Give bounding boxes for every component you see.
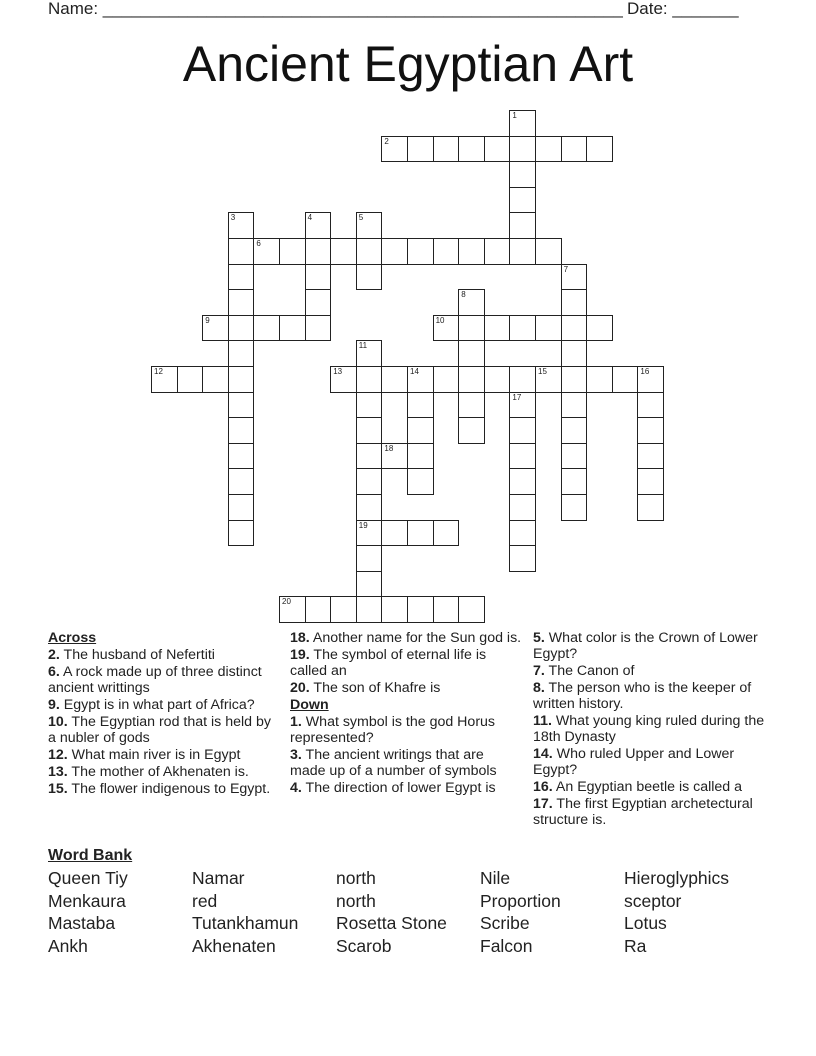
- clue-number: 16.: [533, 779, 553, 795]
- crossword-cell[interactable]: [458, 315, 485, 342]
- crossword-cell[interactable]: [407, 417, 434, 444]
- clue-heading: Down: [290, 697, 329, 713]
- crossword-cell[interactable]: [433, 520, 460, 547]
- crossword-cell[interactable]: [535, 136, 562, 163]
- crossword-cell[interactable]: [535, 366, 562, 393]
- crossword-cell[interactable]: [637, 392, 664, 419]
- word-bank-item: Tutankhamun: [192, 913, 299, 934]
- crossword-cell[interactable]: [279, 315, 306, 342]
- crossword-cell[interactable]: [509, 136, 536, 163]
- crossword-cell[interactable]: [356, 494, 383, 521]
- crossword-cell[interactable]: [228, 468, 255, 495]
- crossword-cell[interactable]: [228, 443, 255, 470]
- crossword-cell[interactable]: [228, 315, 255, 342]
- clue-number: 9: [205, 315, 210, 325]
- clue-text: A rock made up of three distinct ancient writtings: [48, 664, 262, 696]
- crossword-cell[interactable]: [305, 264, 332, 291]
- crossword-cell[interactable]: [561, 289, 588, 316]
- crossword-cell[interactable]: [535, 315, 562, 342]
- clue-heading: Across: [48, 630, 97, 646]
- clue-item: [290, 747, 522, 779]
- word-bank-item: red: [192, 890, 218, 911]
- clue-text: The ancient writings that are made up of a number of symbols: [290, 747, 497, 779]
- clue-item: [290, 647, 522, 679]
- clue-number: 17: [512, 392, 522, 402]
- clue-number: 11: [358, 341, 368, 351]
- clue-text: The direction of lower Egypt is: [301, 780, 496, 796]
- crossword-cell[interactable]: [458, 417, 485, 444]
- crossword-cell[interactable]: [356, 468, 383, 495]
- crossword-cell[interactable]: [637, 366, 664, 393]
- crossword-cell[interactable]: [381, 136, 408, 163]
- crossword-cell[interactable]: [305, 315, 332, 342]
- crossword-cell[interactable]: [407, 596, 434, 623]
- crossword-cell[interactable]: [202, 366, 229, 393]
- crossword-cell[interactable]: [228, 520, 255, 547]
- crossword-cell[interactable]: [509, 468, 536, 495]
- word-bank-heading: Word Bank: [48, 847, 133, 864]
- crossword-cell[interactable]: [407, 468, 434, 495]
- crossword-cell[interactable]: [305, 596, 332, 623]
- crossword-cell[interactable]: [356, 520, 383, 547]
- word-bank-item: Lotus: [624, 913, 667, 934]
- clue-number: 14.: [533, 746, 553, 762]
- clue-number: 12.: [48, 747, 68, 763]
- clue-number: 18: [384, 443, 394, 453]
- clue-number: 8: [461, 290, 466, 300]
- clue-number: 4: [307, 213, 313, 223]
- crossword-cell[interactable]: [637, 494, 664, 521]
- clue-number: 17.: [533, 796, 553, 812]
- crossword-cell[interactable]: [561, 264, 588, 291]
- crossword-cell[interactable]: [458, 340, 485, 367]
- crossword-cell[interactable]: [458, 392, 485, 419]
- clue-text: The person who is the keeper of written history.: [533, 680, 752, 712]
- crossword-cell[interactable]: [509, 545, 536, 572]
- clue-text: The Egyptian rod that is held by a nubler of gods: [48, 714, 271, 746]
- clue-item: [48, 647, 276, 663]
- clue-number: 7: [563, 264, 569, 274]
- clue-text: The mother of Akhenaten is.: [67, 764, 249, 780]
- crossword-cell[interactable]: [509, 238, 536, 265]
- crossword-cell[interactable]: [561, 417, 588, 444]
- clue-text: Egypt is in what part of Africa?: [59, 697, 255, 713]
- crossword-cell[interactable]: [279, 238, 306, 265]
- clue-number: 6.: [48, 664, 60, 680]
- crossword-cell[interactable]: [330, 366, 357, 393]
- crossword-cell[interactable]: [509, 392, 536, 419]
- word-bank-item: Mastaba: [48, 913, 116, 934]
- crossword-cell[interactable]: [356, 340, 383, 367]
- clue-number: 1: [512, 111, 517, 120]
- crossword-cell[interactable]: [561, 468, 588, 495]
- clue-item: [533, 779, 765, 795]
- crossword-cell[interactable]: [356, 571, 383, 598]
- crossword-cell[interactable]: [458, 136, 485, 163]
- crossword-cell[interactable]: [381, 366, 408, 393]
- crossword-cell[interactable]: [561, 494, 588, 521]
- crossword-cell[interactable]: [279, 596, 306, 623]
- crossword-cell[interactable]: [407, 392, 434, 419]
- clue-number: 5.: [533, 630, 545, 646]
- word-bank-item: Scarob: [336, 936, 392, 957]
- crossword-cell[interactable]: [433, 315, 460, 342]
- clue-text: What color is the Crown of Lower Egypt?: [533, 630, 758, 662]
- crossword-cell[interactable]: [228, 494, 255, 521]
- crossword-cell[interactable]: [228, 392, 255, 419]
- clue-number: 1.: [290, 714, 302, 730]
- crossword-cell[interactable]: [253, 315, 280, 342]
- clue-number: 15: [538, 367, 547, 376]
- crossword-cell[interactable]: [228, 264, 255, 291]
- word-bank-item: Ankh: [48, 936, 88, 957]
- clue-item: [48, 714, 276, 746]
- crossword-cell[interactable]: [561, 443, 588, 470]
- crossword-cell[interactable]: [561, 315, 588, 342]
- word-bank-item: Akhenaten: [192, 936, 276, 957]
- crossword-cell[interactable]: [381, 443, 408, 470]
- crossword-cell[interactable]: [356, 366, 383, 393]
- clue-number: 3.: [290, 747, 302, 763]
- crossword-cell[interactable]: [356, 417, 383, 444]
- clue-text: The Canon of: [544, 663, 635, 679]
- crossword-cell[interactable]: [509, 315, 536, 342]
- crossword-cell[interactable]: [228, 340, 255, 367]
- clue-text: The husband of Nefertiti: [59, 647, 215, 663]
- crossword-cell[interactable]: [407, 136, 434, 163]
- clues-column-2: [290, 629, 522, 796]
- clue-text: Another name for the Sun god is.: [309, 630, 522, 646]
- crossword-cell[interactable]: [586, 366, 613, 393]
- clue-item: [290, 714, 522, 746]
- crossword-cell[interactable]: [484, 136, 511, 163]
- clue-item: [290, 630, 522, 646]
- clue-item: [290, 780, 522, 796]
- crossword-cell[interactable]: [253, 238, 280, 265]
- word-bank-item: Menkaura: [48, 890, 126, 911]
- clue-item: [533, 630, 765, 662]
- crossword-cell[interactable]: [586, 315, 613, 342]
- crossword-cell[interactable]: [637, 417, 664, 444]
- crossword-cell[interactable]: [509, 161, 536, 188]
- crossword-cell[interactable]: [407, 443, 434, 470]
- crossword-cell[interactable]: [586, 136, 613, 163]
- crossword-cell[interactable]: [356, 443, 383, 470]
- clue-item: [48, 764, 276, 780]
- word-bank-item: north: [336, 890, 376, 911]
- clue-number: 19.: [290, 647, 310, 663]
- clue-text: Who ruled Upper and Lower Egypt?: [533, 746, 735, 778]
- crossword-cell[interactable]: [305, 238, 332, 265]
- crossword-cell[interactable]: [330, 596, 357, 623]
- crossword-cell[interactable]: [330, 238, 357, 265]
- crossword-cell[interactable]: [228, 212, 255, 239]
- clue-number: 10.: [48, 714, 68, 730]
- crossword-cell[interactable]: [433, 596, 460, 623]
- crossword-cell[interactable]: [561, 366, 588, 393]
- clue-number: 7.: [533, 663, 545, 679]
- clue-number: 12: [154, 367, 163, 376]
- clue-number: 5: [358, 213, 364, 223]
- date-field-label: Date: _______: [627, 0, 739, 18]
- clue-text: An Egyptian beetle is called a: [552, 779, 743, 795]
- clue-number: 20.: [290, 680, 310, 696]
- crossword-cell[interactable]: [177, 366, 204, 393]
- clue-number: 9.: [48, 697, 60, 713]
- clue-number: 6: [256, 239, 261, 248]
- word-bank-item: Scribe: [480, 913, 530, 934]
- word-bank-item: Namar: [192, 868, 245, 888]
- crossword-cell[interactable]: [305, 212, 332, 239]
- clue-number: 4.: [290, 780, 302, 796]
- clue-number: 16: [640, 367, 650, 376]
- crossword-cell[interactable]: [561, 340, 588, 367]
- crossword-cell[interactable]: [433, 366, 460, 393]
- crossword-cell[interactable]: [509, 110, 536, 137]
- crossword-cell[interactable]: [228, 366, 255, 393]
- crossword-cell[interactable]: [509, 417, 536, 444]
- word-bank-item: Rosetta Stone: [336, 913, 447, 934]
- clue-number: 18.: [290, 630, 310, 646]
- crossword-cell[interactable]: [509, 366, 536, 393]
- crossword-cell[interactable]: [356, 264, 383, 291]
- crossword-cell[interactable]: [356, 212, 383, 239]
- clue-item: [48, 781, 276, 797]
- clue-number: 2.: [48, 647, 60, 663]
- clue-item: [48, 697, 276, 713]
- crossword-cell[interactable]: [509, 520, 536, 547]
- clue-number: 3: [230, 213, 236, 223]
- crossword-cell[interactable]: [509, 187, 536, 214]
- clue-number: 10: [435, 315, 445, 325]
- clue-item: [533, 713, 765, 745]
- name-field-label: Name: _______________________________________________________: [48, 0, 623, 18]
- clue-text: The flower indigenous to Egypt.: [67, 781, 271, 797]
- crossword-cell[interactable]: [305, 289, 332, 316]
- clue-text: What young king ruled during the 18th Dynasty: [533, 713, 765, 745]
- crossword-cell[interactable]: [381, 596, 408, 623]
- word-bank-item: sceptor: [624, 890, 682, 911]
- clues-column-3: [533, 629, 765, 828]
- crossword-cell[interactable]: [356, 392, 383, 419]
- clue-number: 15.: [48, 781, 68, 797]
- crossword-cell[interactable]: [561, 136, 588, 163]
- word-bank-item: Queen Tiy: [48, 868, 128, 888]
- clue-item: [290, 680, 522, 696]
- crossword-cell[interactable]: [509, 212, 536, 239]
- crossword-cell[interactable]: [612, 366, 639, 393]
- crossword-cell[interactable]: [407, 366, 434, 393]
- clue-item: [48, 664, 276, 696]
- word-bank-item: Nile: [480, 868, 511, 888]
- clue-number: 11.: [533, 713, 552, 729]
- crossword-cell[interactable]: [151, 366, 178, 393]
- crossword-cell[interactable]: [509, 494, 536, 521]
- word-bank-item: Hieroglyphics: [624, 868, 730, 888]
- crossword-cell[interactable]: [535, 238, 562, 265]
- crossword-cell[interactable]: [407, 520, 434, 547]
- clue-number: 2: [384, 136, 389, 146]
- crossword-cell[interactable]: [484, 238, 511, 265]
- crossword-cell[interactable]: [458, 289, 485, 316]
- clue-item: [533, 746, 765, 778]
- crossword-cell[interactable]: [407, 238, 434, 265]
- word-bank-item: Falcon: [480, 936, 533, 957]
- crossword-cell[interactable]: [637, 443, 664, 470]
- crossword-cell[interactable]: [433, 136, 460, 163]
- crossword-cell[interactable]: [228, 289, 255, 316]
- crossword-cell[interactable]: [458, 238, 485, 265]
- clue-text: What symbol is the god Horus represented?: [290, 714, 496, 746]
- clue-text: The symbol of eternal life is called an: [290, 647, 487, 679]
- crossword-cell[interactable]: [228, 417, 255, 444]
- clue-item: [533, 796, 765, 828]
- clues-column-1: [48, 629, 276, 797]
- clue-item: [48, 747, 276, 763]
- clue-number: 14: [410, 367, 419, 376]
- crossword-cell[interactable]: [484, 366, 511, 393]
- crossword-cell[interactable]: [637, 468, 664, 495]
- clue-text: What main river is in Egypt: [67, 747, 241, 763]
- clue-text: The first Egyptian archetectural structure is.: [533, 796, 753, 828]
- crossword-cell[interactable]: [356, 545, 383, 572]
- crossword-cell[interactable]: [381, 520, 408, 547]
- crossword-cell[interactable]: [202, 315, 229, 342]
- word-bank-item: north: [336, 868, 376, 888]
- crossword-cell[interactable]: [509, 443, 536, 470]
- clue-number: 13.: [48, 764, 68, 780]
- clue-item: [533, 680, 765, 712]
- crossword-cell[interactable]: [433, 238, 460, 265]
- crossword-cell[interactable]: [561, 392, 588, 419]
- clue-item: [533, 663, 765, 679]
- clue-number: 19: [358, 520, 368, 530]
- page-title: Ancient Egyptian Art: [182, 36, 634, 92]
- crossword-cell[interactable]: [228, 238, 255, 265]
- crossword-cell[interactable]: [458, 596, 485, 623]
- clue-number: 8.: [533, 680, 545, 696]
- crossword-cell[interactable]: [356, 596, 383, 623]
- crossword-cell[interactable]: [484, 315, 511, 342]
- clue-number: 20: [282, 597, 291, 607]
- crossword-cell[interactable]: [381, 238, 408, 265]
- crossword-cell[interactable]: [458, 366, 485, 393]
- word-bank-item: Ra: [624, 936, 647, 957]
- clue-text: The son of Khafre is: [309, 680, 441, 696]
- clue-number: 13: [333, 367, 343, 376]
- crossword-cell[interactable]: [356, 238, 383, 265]
- word-bank-item: Proportion: [480, 890, 561, 911]
